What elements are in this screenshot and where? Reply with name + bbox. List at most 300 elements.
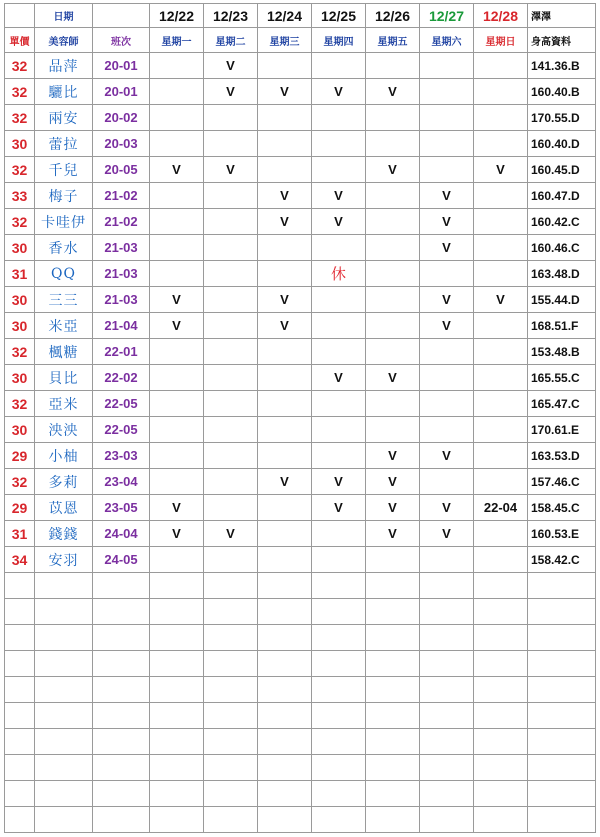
empty-cell [35,807,93,833]
empty-cell [474,755,528,781]
day-cell [474,261,528,287]
day-cell [366,105,420,131]
stylist-name-cell: 小柚 [35,443,93,469]
day-cell [474,547,528,573]
day-cell [150,365,204,391]
weekday-header: 星期六 [420,28,474,53]
day-cell [204,469,258,495]
day-cell: V [474,287,528,313]
day-cell [258,53,312,79]
day-cell: V [258,183,312,209]
day-cell: V [312,183,366,209]
day-cell [204,183,258,209]
price-cell: 33 [5,183,35,209]
empty-cell [93,729,150,755]
table-row [5,495,596,521]
empty-row [5,677,596,703]
empty-cell [35,625,93,651]
empty-cell [35,729,93,755]
day-cell [474,391,528,417]
empty-cell [312,755,366,781]
schedule-body [5,4,596,833]
day-cell [150,209,204,235]
table-row [5,469,596,495]
date-header: 12/26 [366,4,420,28]
empty-cell [5,781,35,807]
price-cell: 30 [5,417,35,443]
weekday-header: 星期一 [150,28,204,53]
empty-row [5,807,596,833]
price-cell: 32 [5,209,35,235]
empty-cell [258,781,312,807]
day-cell [474,443,528,469]
table-row [5,521,596,547]
day-cell [204,417,258,443]
price-cell: 34 [5,547,35,573]
table-row [5,417,596,443]
empty-cell [93,625,150,651]
day-cell [366,183,420,209]
empty-cell [150,729,204,755]
empty-cell [93,677,150,703]
empty-cell [420,781,474,807]
height-cell: 170.55.D [528,105,596,131]
day-cell: V [150,495,204,521]
table-row [5,287,596,313]
day-cell [258,131,312,157]
day-cell: V [366,495,420,521]
price-column-header: 單價 [5,28,35,53]
day-cell [312,53,366,79]
empty-cell [150,651,204,677]
table-row [5,131,596,157]
height-cell: 168.51.F [528,313,596,339]
class-cell: 20-05 [93,157,150,183]
empty-row [5,703,596,729]
empty-row [5,729,596,755]
empty-cell [474,599,528,625]
day-cell: V [366,469,420,495]
day-cell [150,53,204,79]
class-cell: 21-03 [93,261,150,287]
class-cell: 21-02 [93,209,150,235]
day-cell: V [420,209,474,235]
price-cell: 29 [5,443,35,469]
day-cell: V [420,443,474,469]
empty-cell [93,573,150,599]
day-cell: V [258,287,312,313]
day-cell [258,391,312,417]
price-cell: 29 [5,495,35,521]
height-cell: 160.42.C [528,209,596,235]
class-cell: 23-04 [93,469,150,495]
empty-cell [35,755,93,781]
class-cell: 20-01 [93,79,150,105]
date-header: 12/24 [258,4,312,28]
day-cell [420,261,474,287]
day-cell: V [150,521,204,547]
empty-cell [258,625,312,651]
day-cell [420,131,474,157]
day-cell [258,339,312,365]
corner-cell [5,4,35,28]
day-cell [474,417,528,443]
empty-cell [366,651,420,677]
empty-cell [204,703,258,729]
blank-header-cell [93,4,150,28]
height-cell: 160.40.B [528,79,596,105]
table-row [5,105,596,131]
class-cell: 20-01 [93,53,150,79]
class-cell: 21-04 [93,313,150,339]
empty-cell [258,573,312,599]
day-cell [474,469,528,495]
class-cell: 23-05 [93,495,150,521]
empty-cell [93,807,150,833]
stylist-name-cell: 苡恩 [35,495,93,521]
date-header: 12/28 [474,4,528,28]
day-cell [312,105,366,131]
stylist-name-cell: 貝比 [35,365,93,391]
empty-cell [5,625,35,651]
day-cell: V [312,209,366,235]
day-cell: V [258,209,312,235]
day-cell [366,391,420,417]
day-cell [150,261,204,287]
day-cell [204,313,258,339]
empty-cell [528,781,596,807]
empty-cell [366,677,420,703]
day-cell: V [474,157,528,183]
day-cell [312,417,366,443]
empty-cell [474,807,528,833]
height-cell: 160.53.E [528,521,596,547]
day-cell [204,209,258,235]
empty-cell [93,781,150,807]
empty-cell [35,677,93,703]
empty-cell [312,677,366,703]
empty-cell [93,755,150,781]
day-cell [366,417,420,443]
empty-cell [258,703,312,729]
day-cell [258,521,312,547]
class-cell: 24-04 [93,521,150,547]
day-cell [366,313,420,339]
stylist-name-cell: 卡哇伊 [35,209,93,235]
price-cell: 32 [5,105,35,131]
date-header: 12/23 [204,4,258,28]
empty-cell [312,781,366,807]
empty-cell [204,755,258,781]
price-cell: 30 [5,287,35,313]
day-cell: V [420,235,474,261]
day-cell: V [366,443,420,469]
day-cell: V [204,79,258,105]
day-cell: V [258,313,312,339]
empty-cell [93,599,150,625]
empty-cell [35,651,93,677]
empty-cell [528,703,596,729]
stylist-name-cell: 梅子 [35,183,93,209]
day-cell: V [312,79,366,105]
stylist-name-cell: 亞米 [35,391,93,417]
class-cell: 21-02 [93,183,150,209]
day-cell [312,157,366,183]
height-cell: 158.45.C [528,495,596,521]
day-cell: 休 [312,261,366,287]
day-cell: V [150,313,204,339]
day-cell: V [420,313,474,339]
weekday-header: 星期四 [312,28,366,53]
empty-row [5,755,596,781]
price-cell: 32 [5,469,35,495]
table-row [5,391,596,417]
height-cell: 160.45.D [528,157,596,183]
empty-cell [528,625,596,651]
stylist-name-cell: 香水 [35,235,93,261]
day-cell [258,105,312,131]
empty-row [5,781,596,807]
empty-cell [204,625,258,651]
empty-cell [204,599,258,625]
price-cell: 32 [5,391,35,417]
day-cell [150,443,204,469]
empty-cell [420,599,474,625]
empty-cell [312,625,366,651]
day-cell [204,235,258,261]
empty-cell [35,573,93,599]
empty-cell [93,703,150,729]
day-cell [474,53,528,79]
day-cell [204,495,258,521]
empty-cell [474,729,528,755]
empty-cell [258,729,312,755]
stylist-name-cell: 泱泱 [35,417,93,443]
stylist-name-cell: 千兒 [35,157,93,183]
empty-cell [420,703,474,729]
table-row [5,339,596,365]
stylist-name-cell: 三三 [35,287,93,313]
empty-cell [258,651,312,677]
empty-cell [93,651,150,677]
day-cell [312,547,366,573]
empty-cell [5,599,35,625]
table-row [5,183,596,209]
empty-cell [366,807,420,833]
day-cell [204,131,258,157]
price-cell: 32 [5,339,35,365]
empty-cell [366,573,420,599]
price-cell: 32 [5,53,35,79]
day-cell [150,105,204,131]
day-cell [204,105,258,131]
empty-cell [528,573,596,599]
table-row [5,313,596,339]
empty-cell [312,703,366,729]
empty-row [5,599,596,625]
stylist-name-cell: 楓糖 [35,339,93,365]
day-cell [474,209,528,235]
class-cell: 24-05 [93,547,150,573]
day-cell: V [150,287,204,313]
price-cell: 32 [5,79,35,105]
height-cell: 153.48.B [528,339,596,365]
table-row [5,157,596,183]
height-cell: 141.36.B [528,53,596,79]
price-cell: 30 [5,131,35,157]
day-cell [312,521,366,547]
day-cell [204,339,258,365]
empty-row [5,651,596,677]
day-cell [366,261,420,287]
empty-cell [312,599,366,625]
day-cell: V [420,495,474,521]
empty-cell [528,755,596,781]
stylist-name-cell: 驪比 [35,79,93,105]
day-cell [150,339,204,365]
height-column-header: 身高資料 [528,28,596,53]
table-row [5,209,596,235]
height-cell: 163.53.D [528,443,596,469]
day-cell [474,521,528,547]
day-cell: V [420,521,474,547]
empty-row [5,625,596,651]
day-cell [420,365,474,391]
day-cell [150,79,204,105]
empty-cell [5,677,35,703]
empty-cell [258,755,312,781]
day-cell [366,209,420,235]
class-cell: 21-03 [93,235,150,261]
empty-row [5,573,596,599]
empty-cell [528,651,596,677]
day-cell [420,417,474,443]
empty-cell [366,781,420,807]
empty-cell [35,781,93,807]
price-cell: 30 [5,235,35,261]
empty-cell [258,807,312,833]
day-cell [150,183,204,209]
empty-cell [312,573,366,599]
day-cell [420,391,474,417]
height-cell: 163.48.D [528,261,596,287]
day-cell [420,79,474,105]
day-cell [366,547,420,573]
stylist-name-cell: 多莉 [35,469,93,495]
empty-cell [474,625,528,651]
empty-cell [366,703,420,729]
table-row [5,365,596,391]
stylist-column-header: 美容師 [35,28,93,53]
day-cell: V [150,157,204,183]
day-cell: V [420,183,474,209]
day-cell: V [420,287,474,313]
table-row [5,443,596,469]
day-cell [312,313,366,339]
price-cell: 32 [5,157,35,183]
empty-cell [474,677,528,703]
day-cell [312,339,366,365]
day-cell [312,391,366,417]
empty-cell [474,651,528,677]
empty-cell [366,599,420,625]
stylist-name-cell: 安羽 [35,547,93,573]
empty-cell [5,755,35,781]
day-cell [150,547,204,573]
empty-cell [150,573,204,599]
price-cell: 30 [5,313,35,339]
empty-cell [528,599,596,625]
empty-cell [150,755,204,781]
day-cell: V [204,53,258,79]
empty-cell [5,651,35,677]
top-right-label: 澤澤 [528,4,596,28]
empty-cell [150,781,204,807]
date-header: 12/27 [420,4,474,28]
table-row [5,261,596,287]
day-cell [474,313,528,339]
day-cell [474,339,528,365]
day-cell [474,365,528,391]
day-cell [258,443,312,469]
empty-cell [5,729,35,755]
day-cell [258,365,312,391]
class-cell: 22-01 [93,339,150,365]
day-cell [420,469,474,495]
day-cell [420,105,474,131]
stylist-name-cell: 米亞 [35,313,93,339]
day-cell: V [204,157,258,183]
day-cell [312,287,366,313]
price-cell: 31 [5,521,35,547]
empty-cell [5,703,35,729]
day-cell [420,157,474,183]
day-cell: 22-04 [474,495,528,521]
day-cell [150,469,204,495]
empty-cell [474,781,528,807]
empty-cell [312,651,366,677]
empty-cell [258,599,312,625]
day-cell: V [366,157,420,183]
column-header-row [5,28,596,53]
schedule-table [4,3,596,833]
empty-cell [420,677,474,703]
empty-cell [528,677,596,703]
day-cell: V [366,79,420,105]
day-cell [366,339,420,365]
day-cell [366,53,420,79]
day-cell [150,131,204,157]
date-header: 12/25 [312,4,366,28]
day-cell [258,547,312,573]
stylist-name-cell: 蕾拉 [35,131,93,157]
empty-cell [474,573,528,599]
stylist-name-cell: 兩安 [35,105,93,131]
class-cell: 20-03 [93,131,150,157]
weekday-header: 星期三 [258,28,312,53]
day-cell [204,443,258,469]
empty-cell [420,573,474,599]
empty-cell [35,599,93,625]
empty-cell [312,729,366,755]
day-cell: V [258,79,312,105]
day-cell: V [312,469,366,495]
day-cell [474,131,528,157]
empty-cell [150,807,204,833]
height-cell: 165.55.C [528,365,596,391]
height-cell: 165.47.C [528,391,596,417]
day-cell [366,287,420,313]
